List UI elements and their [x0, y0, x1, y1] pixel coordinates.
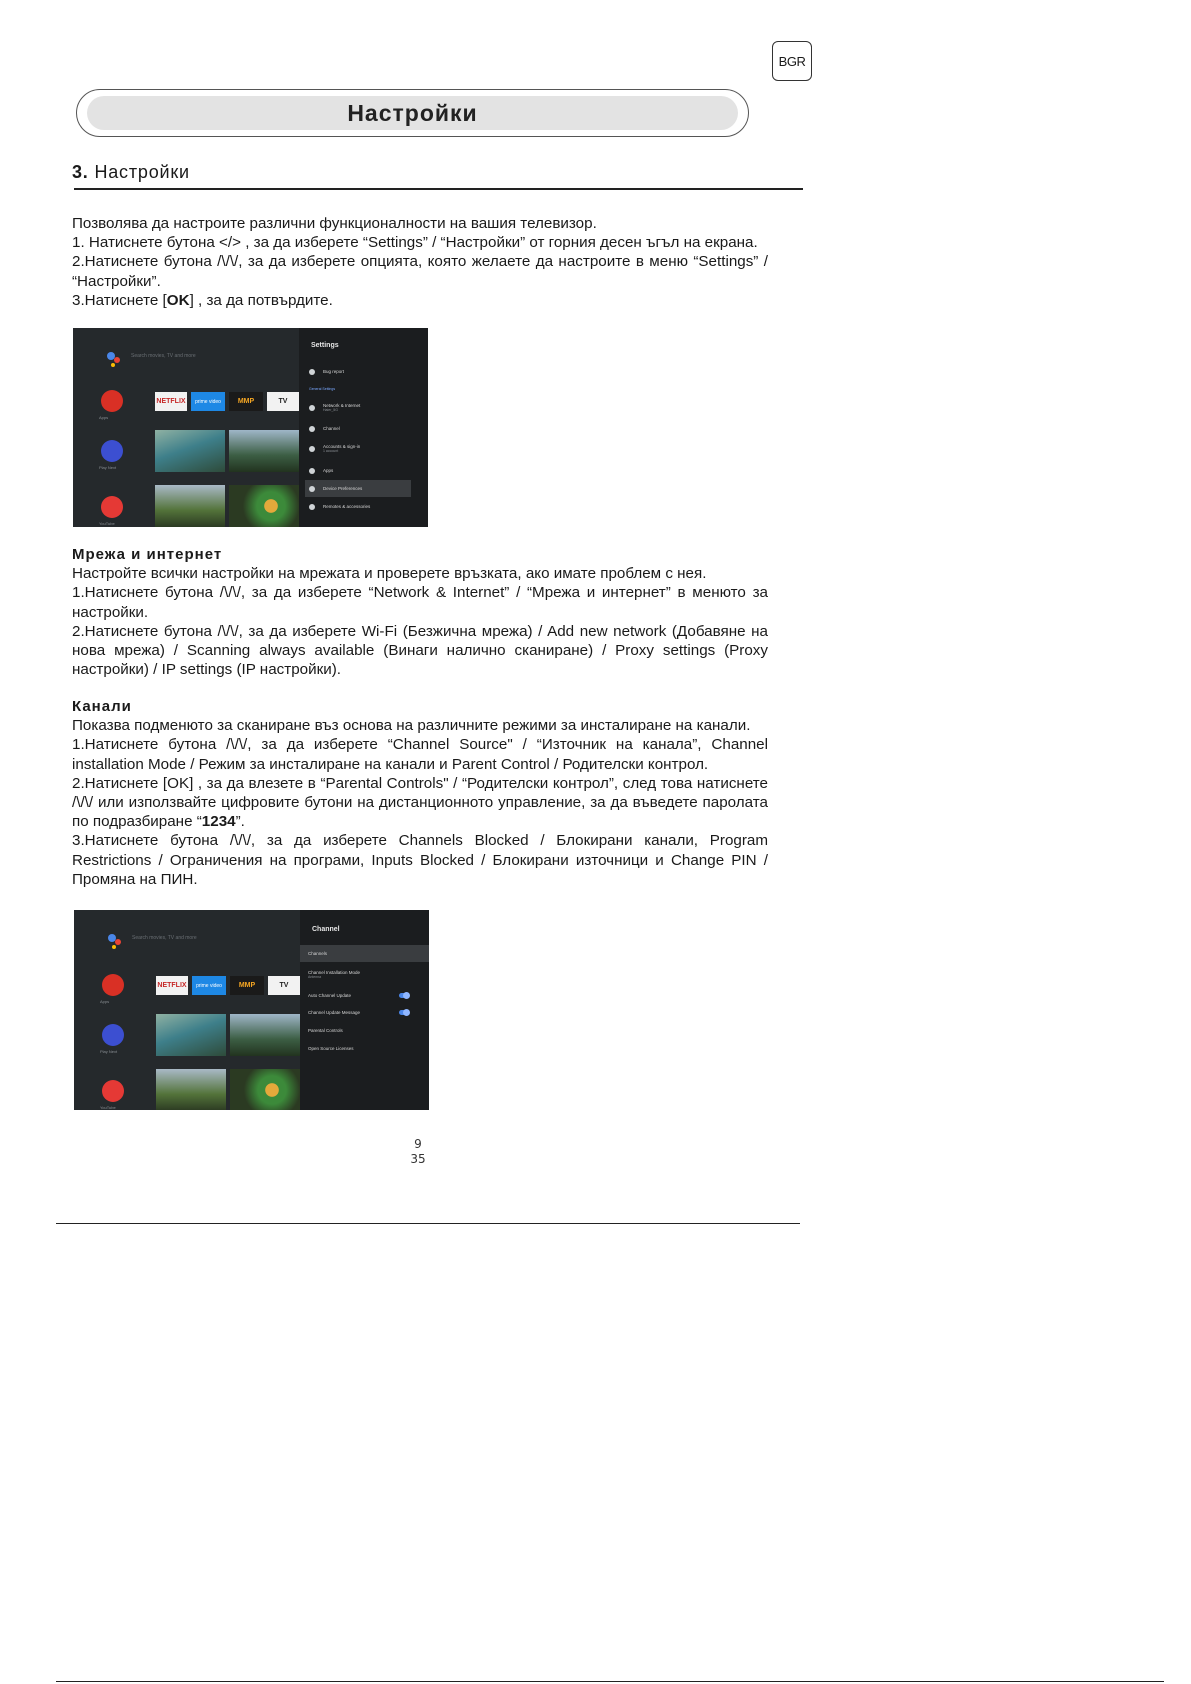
assistant-icon	[108, 934, 116, 942]
network-para: 2.Натиснете бутона /\/\/, за да изберете Wi-Fi (Безжична мрежа) / Add new network (Добавяне на нова мрежа) / Scanning always available (Винаги налично сканиране) / Proxy settings (Proxy настройки) / IP settings (IP настройки).	[72, 622, 768, 679]
channel-item[interactable]: Parental Controls	[308, 1028, 343, 1033]
intro-line: Позволява да настроите различни функционалности на вашия телевизор.	[72, 215, 597, 232]
section-number: 3.	[72, 162, 89, 182]
network-section	[72, 545, 768, 679]
settings-category: General Settings	[309, 387, 336, 391]
mmp-logo: MMP	[229, 392, 263, 411]
page-number-total: 35	[410, 1152, 426, 1166]
intro-line: 1. Натиснете бутона </> , за да изберете “Settings” / “Настройки” от горния десен ъгъл на екрана.	[72, 234, 758, 252]
search-hint: Search movies, TV and more	[131, 353, 196, 359]
home-screen	[73, 328, 299, 527]
settings-item[interactable]: Channel	[305, 420, 411, 437]
intro-line: 3.Натиснете [OK] , за да потвърдите.	[72, 291, 333, 309]
lake-thumbnail	[155, 430, 225, 472]
section-divider	[74, 188, 803, 190]
settings-item[interactable]: Bug report	[305, 363, 411, 380]
channels-para: Показва подменюто за сканиране въз основа на различните режими за инсталиране на канали.	[72, 717, 751, 735]
bottom-divider	[56, 1681, 1164, 1682]
channels-para: 3.Натиснете бутона /\/\/, за да изберете Channels Blocked / Блокирани канали, Program Restrictions / Ограничения на програми, Inputs Blocked / Блокирани източници и Change PIN / Промяна на ПИН.	[72, 832, 768, 888]
youtube-label: YouTube	[100, 1105, 116, 1110]
search-hint: Search movies, TV and more	[132, 935, 197, 941]
section-heading	[72, 162, 190, 183]
settings-item[interactable]: Network & Internet Haier_5G	[305, 399, 411, 416]
channel-menu-screenshot	[74, 910, 429, 1110]
page-divider	[56, 1223, 800, 1224]
channel-panel	[300, 910, 429, 1110]
mountain-thumbnail	[156, 1069, 226, 1110]
auto-update-toggle[interactable]	[399, 993, 409, 998]
forest-thumbnail	[229, 430, 299, 472]
prime-video-logo: prime video	[191, 392, 225, 411]
channel-item[interactable]: Channel Installation Mode Antenna	[308, 970, 361, 979]
panel-title: Settings	[311, 342, 339, 349]
forest-thumbnail	[230, 1014, 300, 1056]
prime-video-logo: prime video	[192, 976, 226, 995]
channels-heading: Канали	[72, 698, 132, 715]
channels-section	[72, 697, 768, 889]
page-number-current: 9	[414, 1137, 422, 1151]
netflix-logo: NETFLIX	[155, 392, 187, 411]
settings-item[interactable]: Accounts & sign-in 1 account	[305, 440, 411, 457]
update-message-toggle[interactable]	[399, 1010, 409, 1015]
language-badge: BGR	[772, 41, 812, 81]
channel-item[interactable]: Open Source Licenses	[308, 1046, 354, 1051]
channels-para: 2.Натиснете [OK] , за да влезете в “Parental Controls" / “Родителски контрол”, след това натиснете /\/\/ или използвайте цифровите бутони на дистанционното управление, за да въведете паролата по подразбиране “1234”.	[72, 774, 768, 831]
youtube-icon	[102, 1080, 124, 1102]
play-next-label: Play Next	[99, 465, 117, 470]
apps-label: Apps	[99, 415, 109, 420]
netflix-logo: NETFLIX	[156, 976, 188, 995]
youtube-icon	[101, 496, 123, 518]
apps-label: Apps	[100, 999, 110, 1004]
tv-logo: TV	[267, 392, 299, 411]
apps-icon	[102, 974, 124, 996]
page-number	[388, 1137, 448, 1167]
page-title: Настройки	[87, 96, 738, 130]
apps-icon	[101, 390, 123, 412]
parrot-thumbnail	[230, 1069, 300, 1110]
network-para: Настройте всички настройки на мрежата и проверете връзката, ако имате проблем с нея.	[72, 565, 707, 583]
network-heading: Мрежа и интернет	[72, 546, 223, 563]
intro-text	[72, 214, 768, 310]
section-title: Настройки	[94, 162, 190, 182]
mountain-thumbnail	[155, 485, 225, 527]
assistant-icon	[107, 352, 115, 360]
intro-line: 2.Натиснете бутона /\/\/, за да изберете опцията, която желаете да настроите в меню “Settings” / “Настройки”.	[72, 253, 768, 290]
channel-item[interactable]: Channel Update Message	[308, 1010, 361, 1015]
youtube-label: YouTube	[99, 521, 115, 526]
panel-title: Channel	[312, 926, 340, 933]
settings-item[interactable]: Apps	[305, 462, 411, 479]
lake-thumbnail	[156, 1014, 226, 1056]
parrot-thumbnail	[229, 485, 299, 527]
settings-item[interactable]: Remotes & accessories	[305, 498, 411, 515]
channel-item[interactable]: Auto Channel Update	[308, 993, 352, 998]
play-next-icon	[101, 440, 123, 462]
channel-item-selected[interactable]: Channels	[300, 945, 429, 962]
network-para: 1.Натиснете бутона /\/\/, за да изберете “Network & Internet” / “Мрежа и интернет” в менюто за настройки.	[72, 584, 768, 621]
settings-menu-screenshot	[73, 328, 428, 527]
settings-item-selected[interactable]: Device Preferences	[305, 480, 411, 497]
tv-logo: TV	[268, 976, 300, 995]
play-next-icon	[102, 1024, 124, 1046]
home-screen	[74, 910, 300, 1110]
channels-para: 1.Натиснете бутона /\/\/, за да изберете “Channel Source" / “Източник на канала”, Channel installation Mode / Режим за инсталиране на канали и Parent Control / Родителски контрол.	[72, 736, 768, 773]
settings-panel	[299, 328, 428, 527]
mmp-logo: MMP	[230, 976, 264, 995]
play-next-label: Play Next	[100, 1049, 118, 1054]
